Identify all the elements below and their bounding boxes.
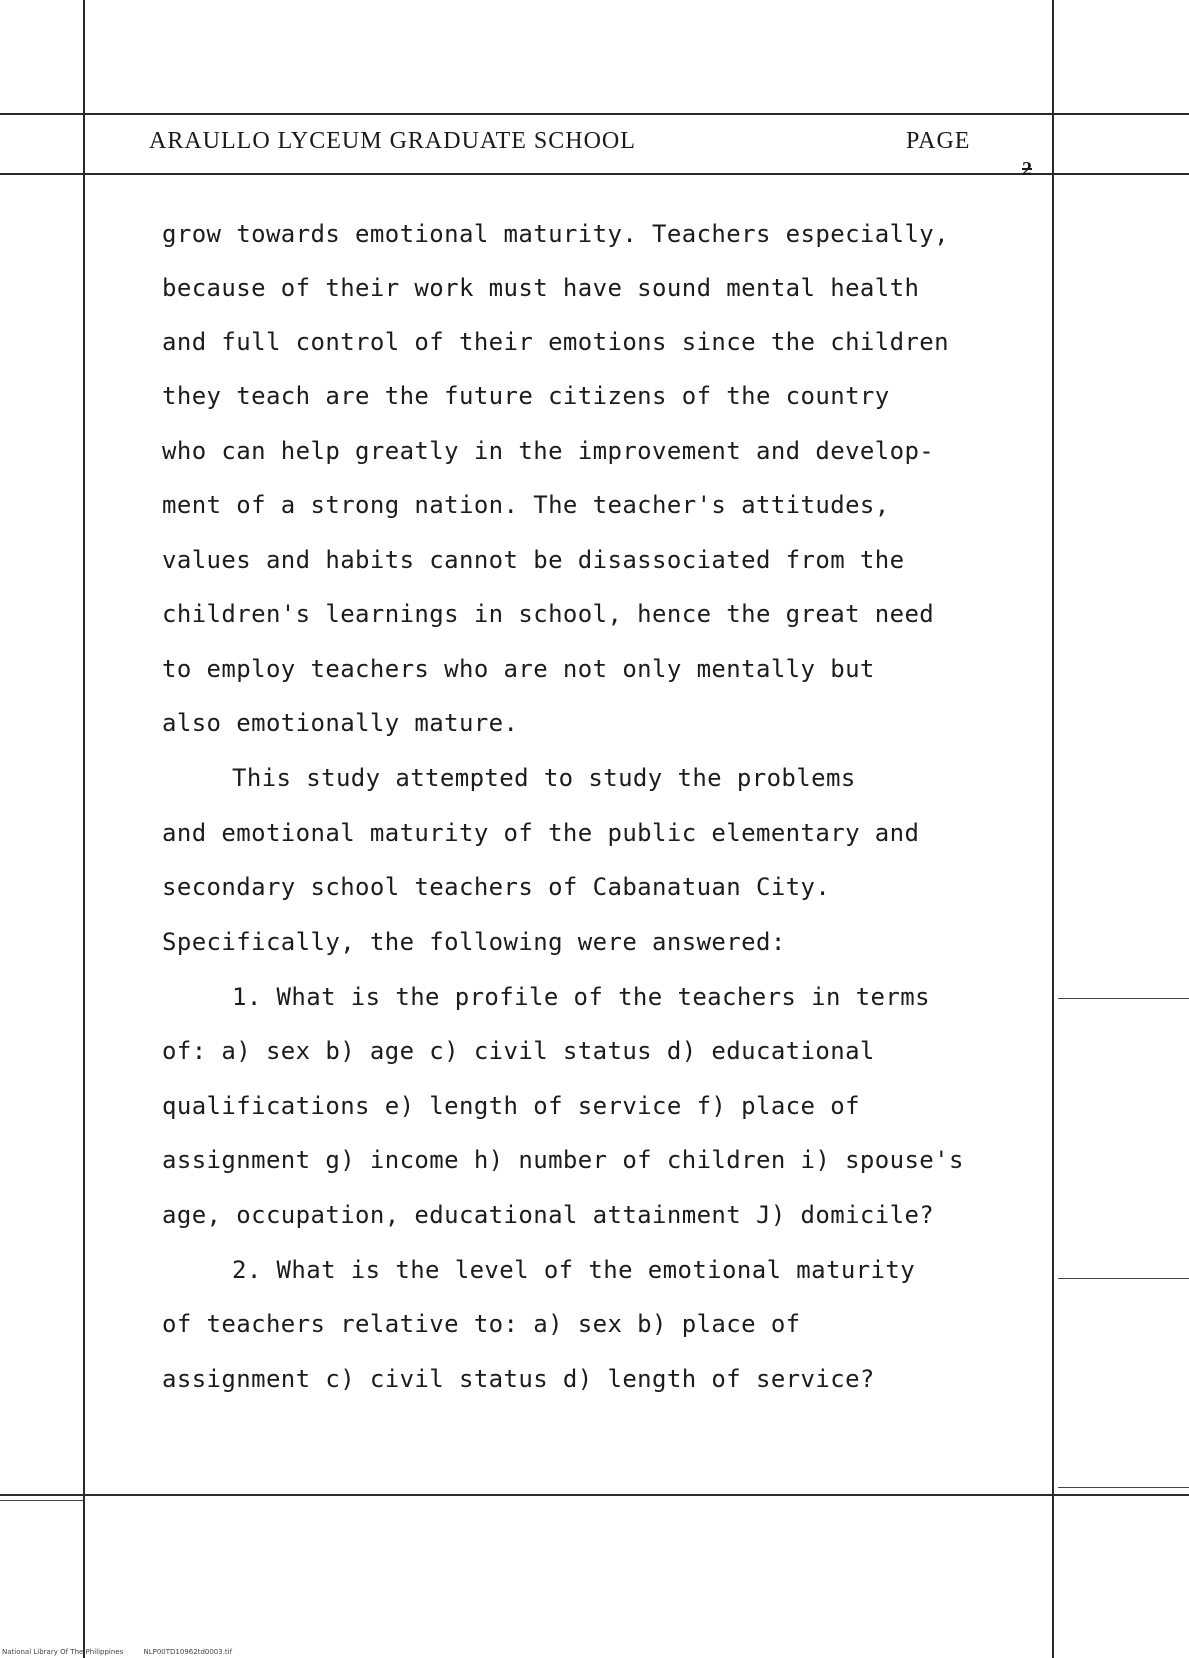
body-line: they teach are the future citizens of the country <box>162 382 890 410</box>
body-line: to employ teachers who are not only mentally but <box>162 655 875 683</box>
scan-footer <box>2 1648 250 1656</box>
body-line: This study attempted to study the problems <box>232 764 856 792</box>
body-line: of teachers relative to: a) sex b) place of <box>162 1310 801 1338</box>
body-line: and emotional maturity of the public elementary and <box>162 819 920 847</box>
margin-tick <box>0 1500 83 1501</box>
page-label: PAGE <box>906 128 971 154</box>
body-line: values and habits cannot be disassociated from the <box>162 546 905 574</box>
page-right-border <box>1052 0 1054 1658</box>
body-line: who can help greatly in the improvement and develop- <box>162 437 935 465</box>
margin-tick <box>1058 998 1189 999</box>
body-line: age, occupation, educational attainment J) domicile? <box>162 1201 935 1229</box>
footer-source: National Library Of The Philippines <box>2 1648 124 1656</box>
body-line: children's learnings in school, hence the great need <box>162 600 935 628</box>
body-line: 2. What is the level of the emotional maturity <box>232 1256 916 1284</box>
body-line: also emotionally mature. <box>162 709 519 737</box>
school-name: ARAULLO LYCEUM GRADUATE SCHOOL <box>149 128 636 154</box>
body-line: assignment g) income h) number of children i) spouse's <box>162 1146 964 1174</box>
body-line: Specifically, the following were answered: <box>162 928 786 956</box>
body-line: qualifications e) length of service f) place of <box>162 1092 860 1120</box>
header-bottom-rule <box>0 173 1189 175</box>
margin-tick <box>1058 1487 1189 1488</box>
header-top-rule <box>0 113 1189 115</box>
margin-tick <box>1058 1278 1189 1279</box>
page-number: 2 <box>1022 158 1032 180</box>
body-line: grow towards emotional maturity. Teachers especially, <box>162 220 950 248</box>
body-line: and full control of their emotions since the children <box>162 328 950 356</box>
body-line: because of their work must have sound mental health <box>162 274 920 302</box>
footer-file: NLP00TD10962td0003.tif <box>143 1648 233 1656</box>
body-line: 1. What is the profile of the teachers in terms <box>232 983 930 1011</box>
body-line: of: a) sex b) age c) civil status d) educational <box>162 1037 875 1065</box>
page-left-border <box>83 0 85 1658</box>
body-line: assignment c) civil status d) length of service? <box>162 1365 875 1393</box>
footer-rule <box>0 1494 1189 1496</box>
body-line: ment of a strong nation. The teacher's attitudes, <box>162 491 890 519</box>
body-line: secondary school teachers of Cabanatuan City. <box>162 873 831 901</box>
